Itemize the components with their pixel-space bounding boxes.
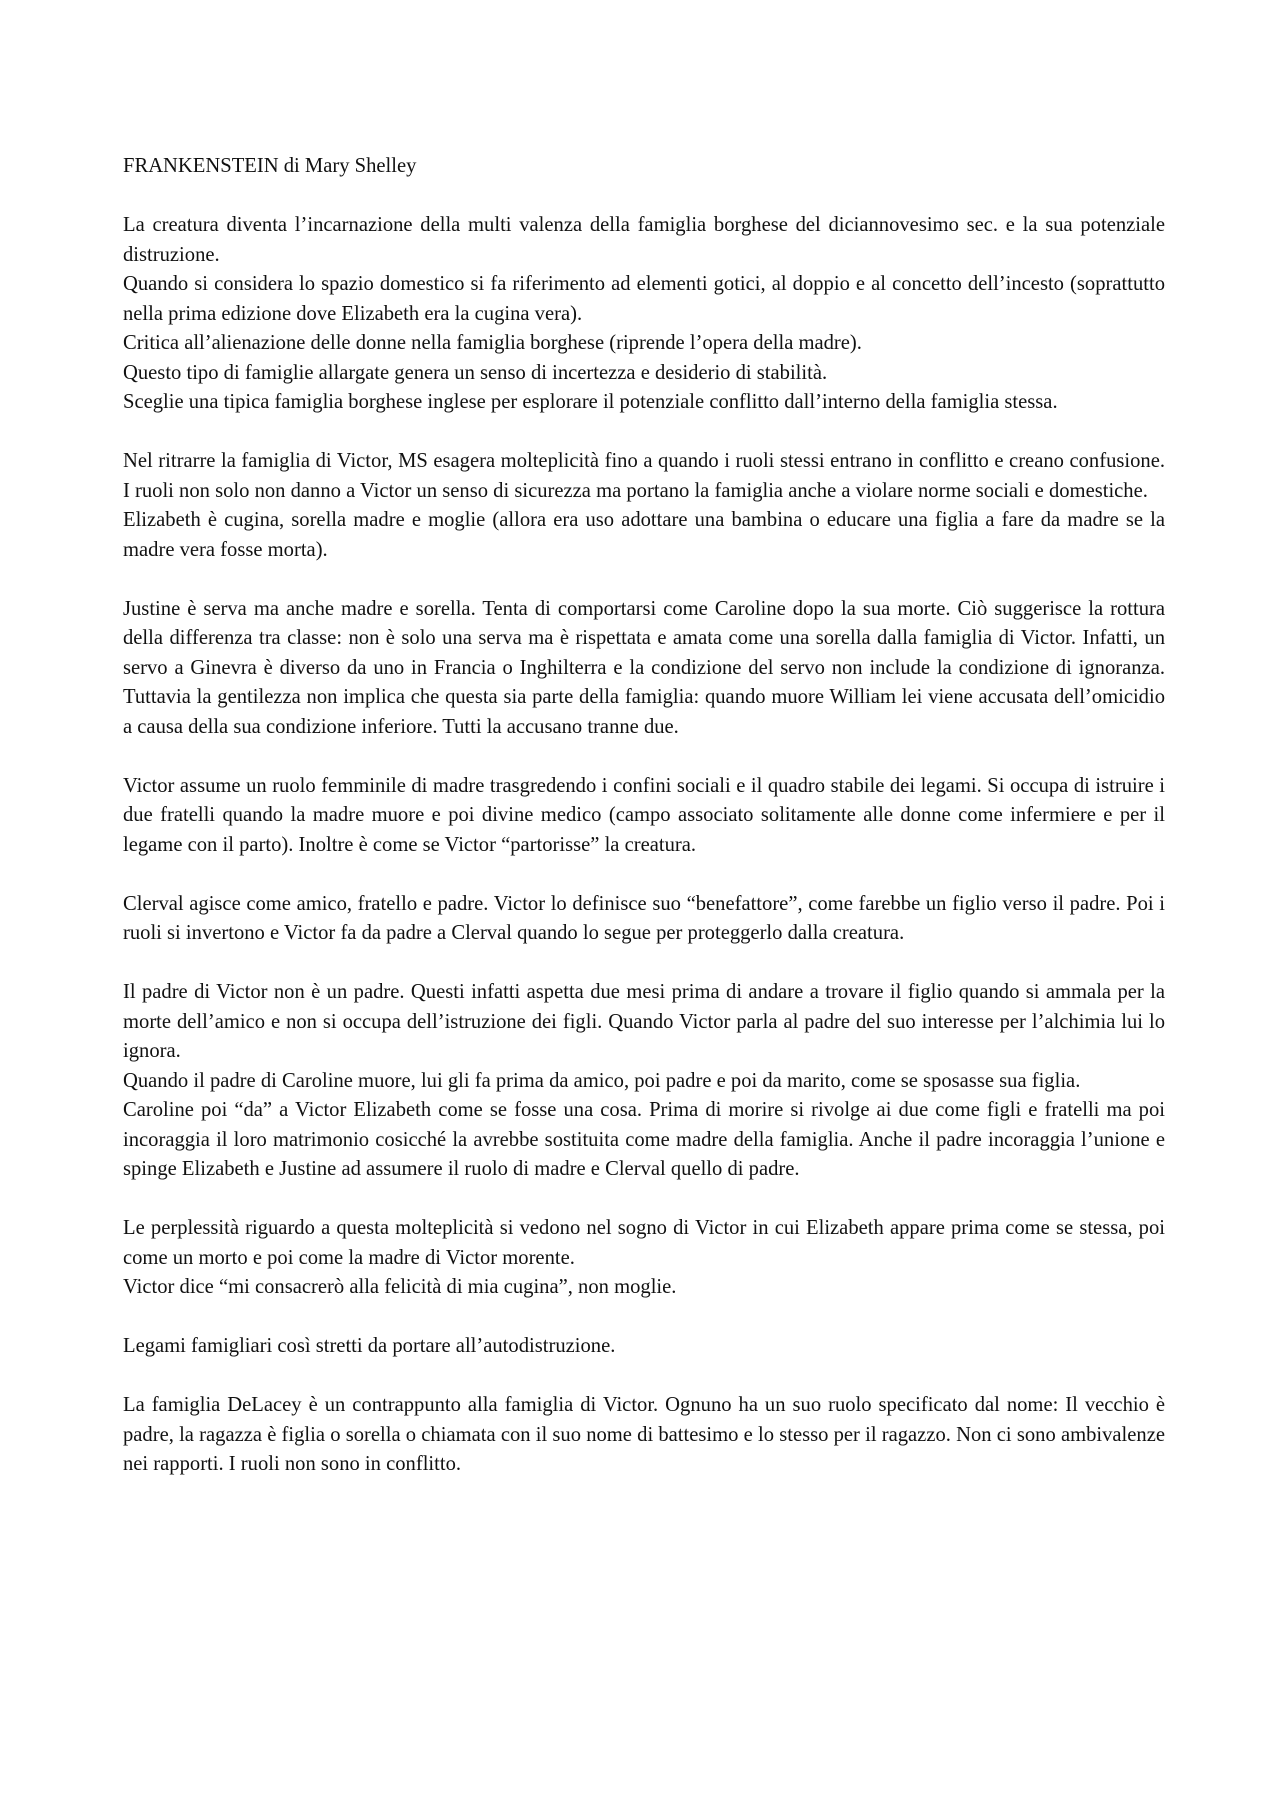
text-line: Questo tipo di famiglie allargate genera un senso di incertezza e desiderio di stabilità. (123, 361, 828, 384)
paragraph-clerval (123, 890, 1165, 949)
paragraph-victor-role (123, 772, 1165, 861)
paragraph-justine (123, 595, 1165, 743)
text-line: La famiglia DeLacey è un contrappunto alla famiglia di Victor. Ognuno ha un suo ruolo specificato dal nome: Il vecchio è padre, la ragazza è figlia o sorella o chiamata con il suo nome di battesimo e lo stesso per il ragazzo. Non ci sono ambivalenze nei rapporti. I ruoli non sono in conflitto. (123, 1394, 1165, 1475)
text-line: Il padre di Victor non è un padre. Questi infatti aspetta due mesi prima di andare a trovare il figlio quando si ammala per la morte dell’amico e non si occupa dell’istruzione dei figli. Quando Victor parla al padre del suo interesse per l’alchimia lui lo ignora. (123, 981, 1165, 1062)
text-line: Le perplessità riguardo a questa molteplicità si vedono nel sogno di Victor in cui Elizabeth appare prima come se stessa, poi come un morto e poi come la madre di Victor morente. (123, 1217, 1165, 1269)
text-line: Justine è serva ma anche madre e sorella. Tenta di comportarsi come Caroline dopo la sua morte. Ciò suggerisce la rottura della differenza tra classe: non è solo una serva ma è rispettata e amata come una sorella dalla famiglia di Victor. Infatti, un servo a Ginevra è diverso da uno in Francia o Inghilterra e la condizione del servo non include la condizione di ignoranza. Tuttavia la gentilezza non implica che questa sia parte della famiglia: quando muore William lei viene accusata dell’omicidio a causa della sua condizione inferiore. Tutti la accusano tranne due. (123, 597, 1165, 738)
document-title: FRANKENSTEIN di Mary Shelley (123, 155, 417, 177)
text-line: Quando si considera lo spazio domestico si fa riferimento ad elementi gotici, al doppio e al concetto dell’incesto (soprattutto nella prima edizione dove Elizabeth era la cugina vera). (123, 273, 1165, 325)
paragraph-dream (123, 1214, 1165, 1303)
text-line: Victor assume un ruolo femminile di madre trasgredendo i confini sociali e il quadro stabile dei legami. Si occupa di istruire i due fratelli quando la madre muore e poi divine medico (campo associato solitamente alle donne come infermiere e per il legame con il parto). Inoltre è come se Victor “partorisse” la creatura. (123, 774, 1165, 856)
paragraph-delacey (123, 1391, 1165, 1480)
paragraph-victor-family (123, 447, 1165, 565)
text-line: Critica all’alienazione delle donne nella famiglia borghese (riprende l’opera della madre). (123, 332, 862, 354)
paragraph-intro (123, 211, 1165, 418)
text-line: Clerval agisce come amico, fratello e padre. Victor lo definisce suo “benefattore”, come farebbe un figlio verso il padre. Poi i ruoli si invertono e Victor fa da padre a Clerval quando lo segue per proteggerlo dalla creatura. (123, 892, 1165, 944)
text-line: Legami famigliari così stretti da portare all’autodistruzione. (123, 1335, 616, 1357)
text-line: Caroline poi “da” a Victor Elizabeth come se fosse una cosa. Prima di morire si rivolge ai due come figli e fratelli ma poi incoraggia il loro matrimonio cosicché la avrebbe sostituita come madre della famiglia. Anche il padre incoraggia l’unione e spinge Elizabeth e Justine ad assumere il ruolo di madre e Clerval quello di padre. (123, 1099, 1165, 1180)
text-line: Elizabeth è cugina, sorella madre e moglie (allora era uso adottare una bambina o educare una figlia a fare da madre se la madre vera fosse morta). (123, 509, 1165, 561)
text-line: Nel ritrarre la famiglia di Victor, MS esagera molteplicità fino a quando i ruoli stessi entrano in conflitto e creano confusione. I ruoli non solo non danno a Victor un senso di sicurezza ma portano la famiglia anche a violare norme sociali e domestiche. (123, 450, 1165, 502)
document-body (123, 152, 1165, 1509)
paragraph-father (123, 978, 1165, 1185)
text-line: La creatura diventa l’incarnazione della multi valenza della famiglia borghese del diciannovesimo sec. e la sua potenziale distruzione. (123, 214, 1165, 266)
text-line: Quando il padre di Caroline muore, lui gli fa prima da amico, poi padre e poi da marito, come se sposasse sua figlia. (123, 1069, 1081, 1092)
text-line: Victor dice “mi consacrerò alla felicità di mia cugina”, non moglie. (123, 1276, 677, 1298)
text-line: Sceglie una tipica famiglia borghese inglese per esplorare il potenziale conflitto dall’interno della famiglia stessa. (123, 391, 1058, 413)
paragraph-bonds (123, 1332, 1165, 1362)
